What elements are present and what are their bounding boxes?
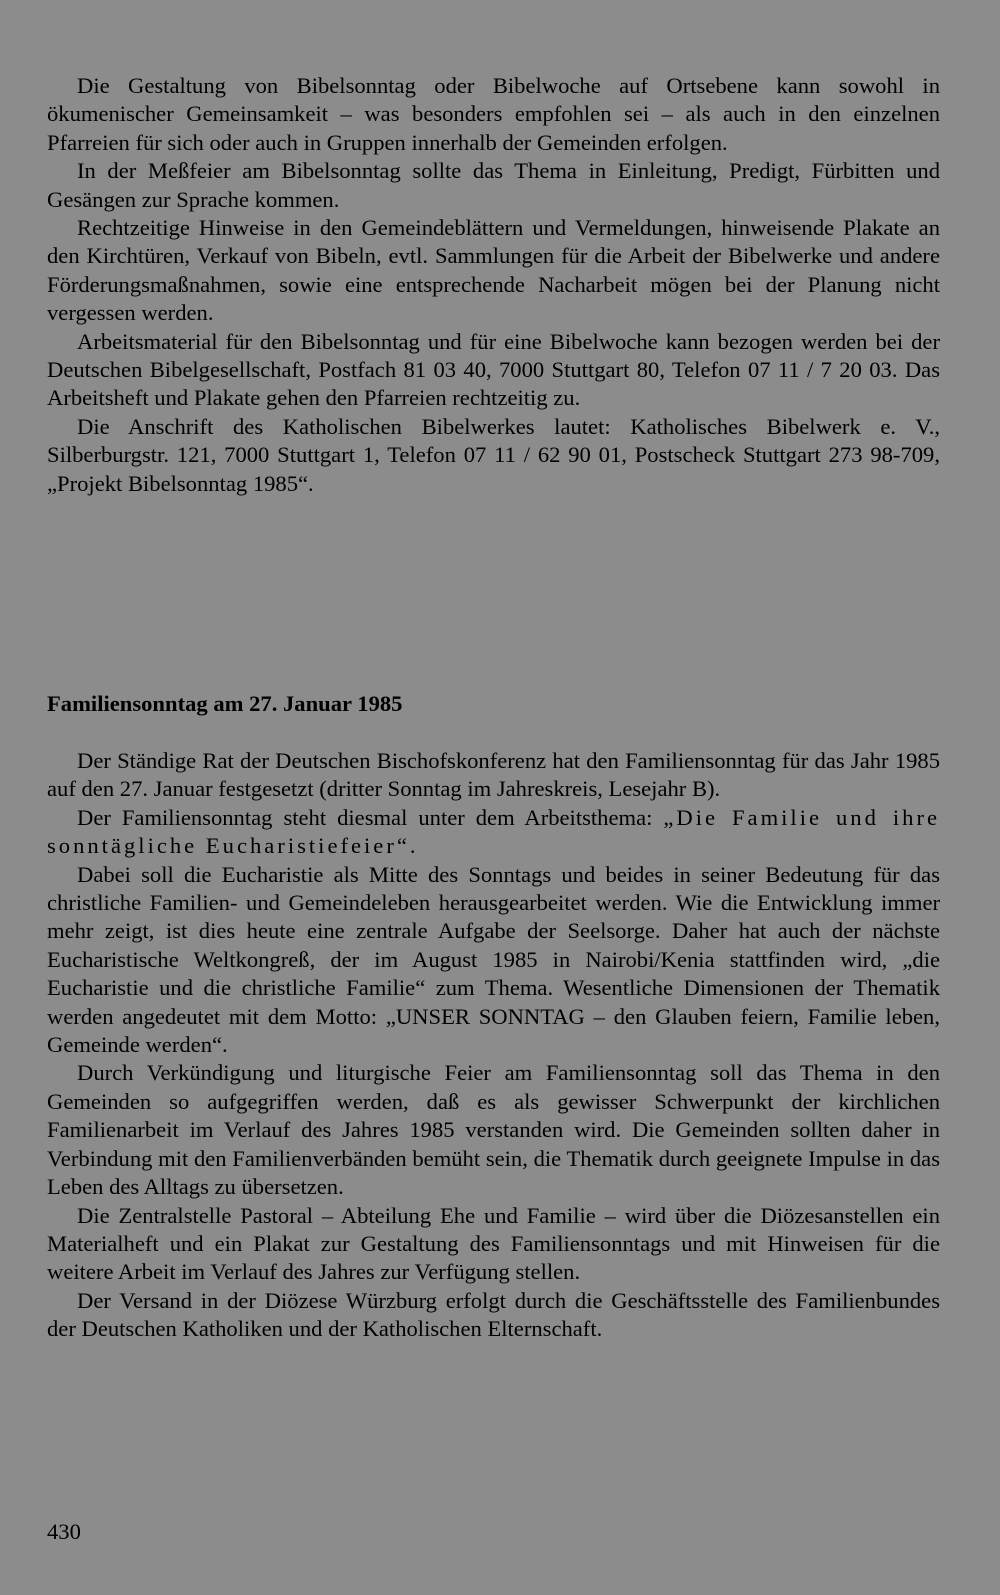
paragraph: Arbeitsmaterial für den Bibelsonntag und für eine Bibelwoche kann bezogen werden bei der Deutschen Bibelgesellschaft, Postfach 81 03 40, 7000 Stuttgart 80, Telefon 07 11 / 7 20 03. Das Arbeitsheft und Plakate gehen den Pfarreien rechtzeitig zu. <box>47 328 940 411</box>
section-heading: Familiensonntag am 27. Januar 1985 <box>47 691 403 716</box>
paragraph: Rechtzeitige Hinweise in den Gemeindeblättern und Vermeldungen, hinweisende Plakate an den Kirchtüren, Verkauf von Bibeln, evtl. Sammlungen für die Arbeit der Bibelwerke und andere Förderungsmaßnahmen, sowie eine entsprechende Nacharbeit mögen bei der Planung nicht vergessen werden. <box>47 215 940 326</box>
paragraph: Der Ständige Rat der Deutschen Bischofskonferenz hat den Familiensonntag für das Jahr 1985 auf den 27. Januar festgesetzt (dritter Sonntag im Jahreskreis, Lesejahr B). <box>47 748 940 802</box>
page-number: 430 <box>47 1519 81 1544</box>
paragraph-text: Der Familiensonntag steht diesmal unter dem Arbeitsthema: <box>77 804 664 830</box>
paragraph-arbeitsthema <box>47 804 940 861</box>
bibelsonntag-section <box>47 72 940 498</box>
paragraph: Durch Verkündigung und liturgische Feier am Familiensonntag soll das Thema in den Gemeinden so aufgegriffen werden, daß es als gewisser Schwerpunkt der kirchlichen Familienarbeit im Verlauf des Jahres 1985 verstanden wird. Die Gemeinden sollten daher in Verbindung mit den Familienverbänden bemüht sein, die Thematik durch geeignete Impulse in das Leben des Alltags zu übersetzen. <box>47 1060 940 1200</box>
spaced-theme-text: „Die Familie und ihre sonntägliche Eucharistiefeier“. <box>47 804 940 859</box>
paragraph: Der Versand in der Diözese Würzburg erfolgt durch die Geschäftsstelle des Familienbundes der Deutschen Katholiken und der Katholischen Elternschaft. <box>47 1287 940 1342</box>
paragraph: Dabei soll die Eucharistie als Mitte des Sonntags und beides in seiner Bedeutung für das christliche Familien- und Gemeindeleben herausgearbeitet werden. Wie die Entwicklung immer mehr zeigt, ist dies heute eine zentrale Aufgabe der Seelsorge. Daher hat auch der nächste Eucharistische Weltkongreß, der im August 1985 in Nairobi/Kenia stattfinden wird, „die Eucharistie und die christliche Familie“ zum Thema. Wesentliche Dimensionen der Thematik werden angedeutet mit dem Motto: „UNSER SONNTAG – den Glauben feiern, Familie leben, Gemeinde werden“. <box>47 861 940 1058</box>
page-body <box>47 72 940 1342</box>
familiensonntag-section <box>47 747 940 1344</box>
paragraph: Die Zentralstelle Pastoral – Abteilung Ehe und Familie – wird über die Diözesanstellen ein Materialheft und ein Plakat zur Gestaltung des Familiensonntags und mit Hinweisen für die weitere Arbeit im Verlauf des Jahres zur Verfügung stellen. <box>47 1202 940 1285</box>
paragraph: In der Meßfeier am Bibelsonntag sollte das Thema in Einleitung, Predigt, Fürbitten und Gesängen zur Sprache kommen. <box>47 158 940 212</box>
paragraph: Die Gestaltung von Bibelsonntag oder Bibelwoche auf Ortsebene kann sowohl in ökumenischer Gemeinsamkeit – was besonders empfohlen sei – als auch in den einzelnen Pfarreien für sich oder auch in Gruppen innerhalb der Gemeinden erfolgen. <box>47 73 940 155</box>
paragraph: Die Anschrift des Katholischen Bibelwerkes lautet: Katholisches Bibelwerk e. V., Silberburgstr. 121, 7000 Stuttgart 1, Telefon 07 11 / 62 90 01, Postscheck Stuttgart 273 98-709, „Projekt Bibelsonntag 1985“. <box>47 413 940 496</box>
